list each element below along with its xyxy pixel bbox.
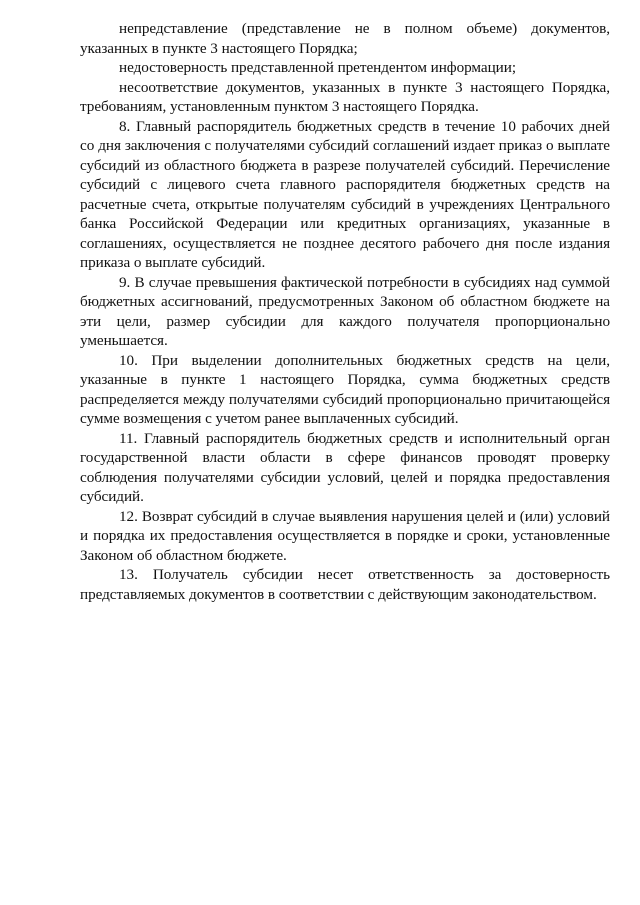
paragraph-item-8: 8. Главный распорядитель бюджетных средств в течение 10 рабочих дней со дня заключения с получателями субсидий соглашений издает приказ о выплате субсидий из областного бюджета в разрезе получателей субсидий. Перечисление субсидий с лицевого счета главного распорядителя бюджетных средств на расчетные счета, открытые получателям субсидий в учреждениях Центрального банка Российской Федерации или кредитных организациях, указанные в соглашениях, осуществляется не позднее десятого рабочего дня после издания приказа о выплате субсидий. [80,117,610,271]
paragraph-unreliable-info: недостоверность представленной претендентом информации; [119,59,516,76]
paragraph-item-9: 9. В случае превышения фактической потребности в субсидиях над суммой бюджетных ассигнований, предусмотренных Законом об областном бюджете на эти цели, размер субсидии для каждого получателя пропорционально уменьшается. [80,273,610,349]
paragraph-item-12: 12. Возврат субсидий в случае выявления нарушения целей и (или) условий и порядка их предоставления осуществляется в порядке и сроки, установленные Законом об областном бюджете. [80,507,610,564]
paragraph-noncompliance: несоответствие документов, указанных в пункте 3 настоящего Порядка, требованиям, установленным пунктом 3 настоящего Порядка. [80,78,610,115]
paragraph-item-10: 10. При выделении дополнительных бюджетных средств на цели, указанные в пункте 1 настоящего Порядка, сумма бюджетных средств распределяется между получателями субсидий пропорционально причитающейся сумме возмещения с учетом ранее выплаченных субсидий. [80,351,610,427]
paragraph-nonsubmission: непредставление (представление не в полном объеме) документов, указанных в пункте 3 настоящего Порядка; [80,20,610,57]
paragraph-item-13: 13. Получатель субсидии несет ответственность за достоверность представляемых документов в соответствии с действующим законодательством. [80,566,610,603]
paragraph-item-11: 11. Главный распорядитель бюджетных средств и исполнительный орган государственной власти области в сфере финансов проводят проверку соблюдения получателями субсидии условий, целей и порядка предоставления субсидий. [80,429,610,505]
document-body [80,19,610,604]
